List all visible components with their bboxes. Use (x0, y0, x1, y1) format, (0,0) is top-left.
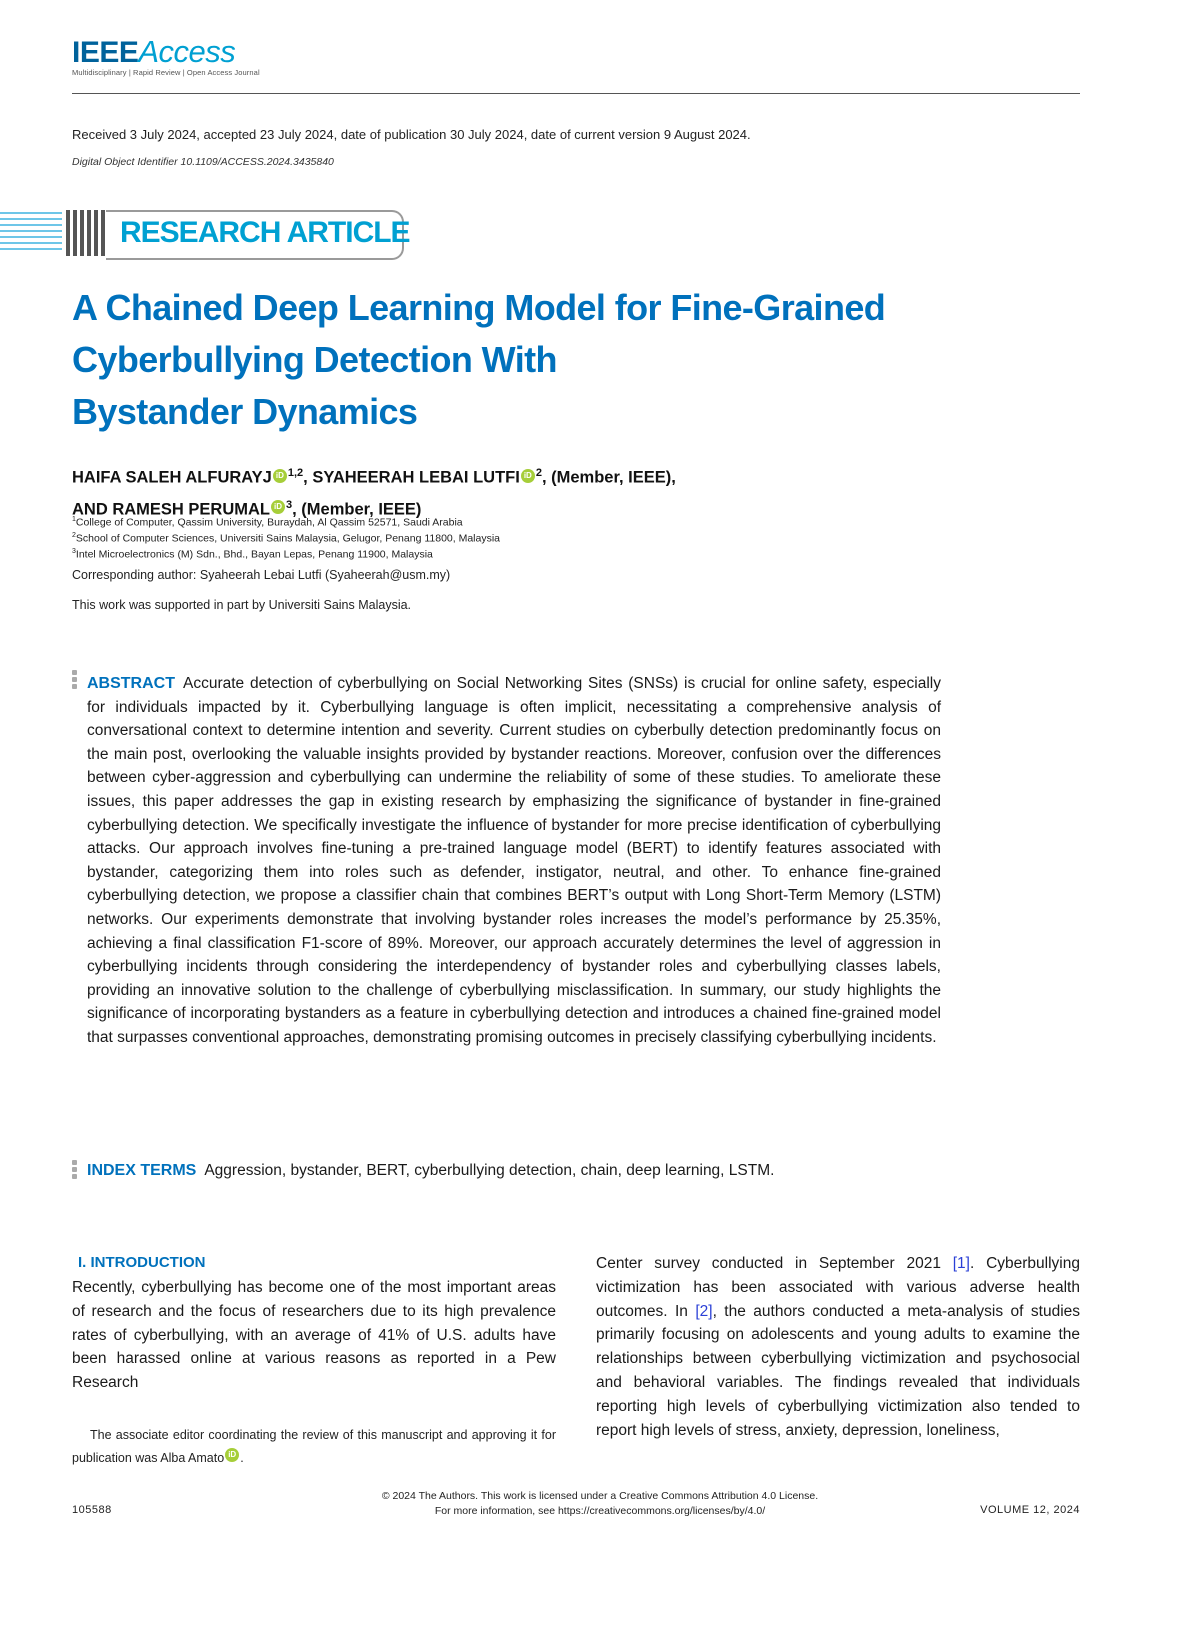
license-line-2[interactable]: For more information, see https://creativecommons.org/licenses/by/4.0/ (434, 1505, 766, 1517)
license-footer (300, 1489, 900, 1519)
journal-logo (72, 34, 260, 77)
citation-link[interactable]: [2] (695, 1302, 713, 1320)
abstract-marker (72, 670, 78, 691)
author-2-affil: 2 (535, 467, 542, 479)
intro-right-column: Center survey conducted in September 2021 [1]. Cyberbullying victimization has been associated with various adverse health outcomes. In [2], the authors conducted a meta-analysis of studies primarily focusing on adolescents and young adults to examine the relationships between cyberbullying victimization and psychosocial and behavioral variables. The findings revealed that individuals reporting high levels of cyberbullying victimization also tended to report high levels of stress, anxiety, depression, loneliness, (596, 1255, 1081, 1439)
editor-footnote: The associate editor coordinating the review of this manuscript and approving it for publication was Alba Amato iD . (72, 1428, 556, 1465)
funding-note: This work was supported in part by Universiti Sains Malaysia. (72, 598, 412, 612)
abstract-text: Accurate detection of cyberbullying on Social Networking Sites (SNSs) is crucial for online safety, especially for individuals impacted by it. Cyberbullying language is often implicit, necessitating a comprehensive analysis of conversational context to determine intention and severity. Current studies on cyberbully detection predominantly focus on the main post, overlooking the valuable insights provided by bystander reactions. Moreover, confusion over the differences between cyber-aggression and cyberbullying can undermine the reliability of some of these studies. To ameliorate these issues, this paper addresses the gap in existing research by emphasizing the significance of bystander in fine-grained cyberbullying detection. We specifically investigate the influence of bystander for more precise identification of cyberbullying attacks. Our approach involves fine-tuning a pre-trained language model (BERT) to identify features associated with bystander, categorizing them into roles such as defender, instigator, neutral, and other. To enhance fine-grained cyberbullying detection, we propose a classifier chain that combines BERT’s output with Long Short-Term Memory (LSTM) networks. Our experiments demonstrate that involving bystander roles increases the model’s performance by 25.35%, achieving a final classification F1-score of 89%. Moreover, our approach accurately determines the level of aggression in cyberbullying incidents through considering the interdependency of bystander roles and cyberbullying classes labels, providing an innovative solution to the challenge of cyberbullying misclassification. In summary, our study highlights the significance of incorporating bystanders as a feature in cyberbullying detection and introduces a chained fine-grained model that surpasses conventional approaches, demonstrating promising outcomes in precisely classifying cyberbullying incidents. (87, 675, 941, 1046)
index-terms (87, 1162, 947, 1180)
author-3-affil: 3 (286, 498, 293, 511)
page-number: 105588 (72, 1504, 112, 1516)
title-line-1: A Chained Deep Learning Model for Fine-Grained (72, 287, 886, 328)
index-terms-label: INDEX TERMS (87, 1162, 197, 1179)
logo-access-text: Access (138, 34, 236, 69)
license-line-1: © 2024 The Authors. This work is licensed under a Creative Commons Attribution 4.0 License. (381, 1490, 819, 1502)
author-3-name: AND RAMESH PERUMAL (72, 500, 270, 518)
orcid-icon[interactable]: iD (271, 500, 285, 514)
orcid-icon[interactable]: iD (225, 1448, 239, 1462)
logo-tagline: Multidisciplinary | Rapid Review | Open Access Journal (72, 68, 260, 77)
intro-left-column: Recently, cyberbullying has become one of the most important areas of research and the focus of researchers due to its high prevalence rates of cyberbullying, with an average of 41% of U.S. adults have been harassed online at various reasons as reported in a Pew Research (72, 1279, 556, 1392)
author-3-suffix: , (Member, IEEE) (292, 500, 422, 518)
section-heading-introduction: I. INTRODUCTION (78, 1254, 206, 1271)
paper-title (72, 282, 1032, 438)
affiliation-3: $^3$Intel Microelectronics (M) Sdn., Bhd., Bayan Lepas, Penang 11900, Malaysia (72, 548, 433, 561)
affiliation-1: $^1$College of Computer, Qassim University, Buraydah, Al Qassim 52571, Saudi Arabia (72, 516, 463, 529)
received-dates: Received 3 July 2024, accepted 23 July 2024, date of publication 30 July 2024, date of current version 9 August 2024. (72, 127, 751, 142)
orcid-icon[interactable]: iD (521, 469, 535, 483)
header-divider (72, 93, 1080, 94)
orcid-icon[interactable]: iD (273, 469, 287, 483)
banner-stripes (0, 208, 106, 258)
author-2-name: , SYAHEERAH LEBAI LUTFI (303, 468, 520, 487)
doi-line: Digital Object Identifier 10.1109/ACCESS.2024.3435840 (72, 156, 334, 168)
title-line-3: Bystander Dynamics (72, 391, 418, 432)
abstract (87, 672, 941, 1050)
index-terms-text: Aggression, bystander, BERT, cyberbullying detection, chain, deep learning, LSTM. (204, 1162, 775, 1179)
author-2-suffix: , (Member, IEEE), (541, 468, 676, 487)
author-list (72, 460, 972, 523)
abstract-label: ABSTRACT (87, 675, 175, 692)
citation-link[interactable]: [1] (952, 1255, 970, 1272)
article-type-label: RESEARCH ARTICLE (120, 216, 410, 249)
volume-label: VOLUME 12, 2024 (980, 1504, 1080, 1516)
author-1-affil: 1,2 (287, 467, 304, 479)
logo-ieee-text: IEEE (72, 36, 139, 69)
author-1-name: HAIFA SALEH ALFURAYJ (72, 468, 272, 487)
title-line-2: Cyberbullying Detection With (72, 339, 557, 380)
affiliation-2: $^2$School of Computer Sciences, Universiti Sains Malaysia, Gelugor, Penang 11800, Malaysia (72, 532, 501, 545)
index-terms-marker (72, 1160, 78, 1181)
corresponding-author: Corresponding author: Syaheerah Lebai Lutfi (Syaheerah@usm.my) (72, 568, 451, 582)
